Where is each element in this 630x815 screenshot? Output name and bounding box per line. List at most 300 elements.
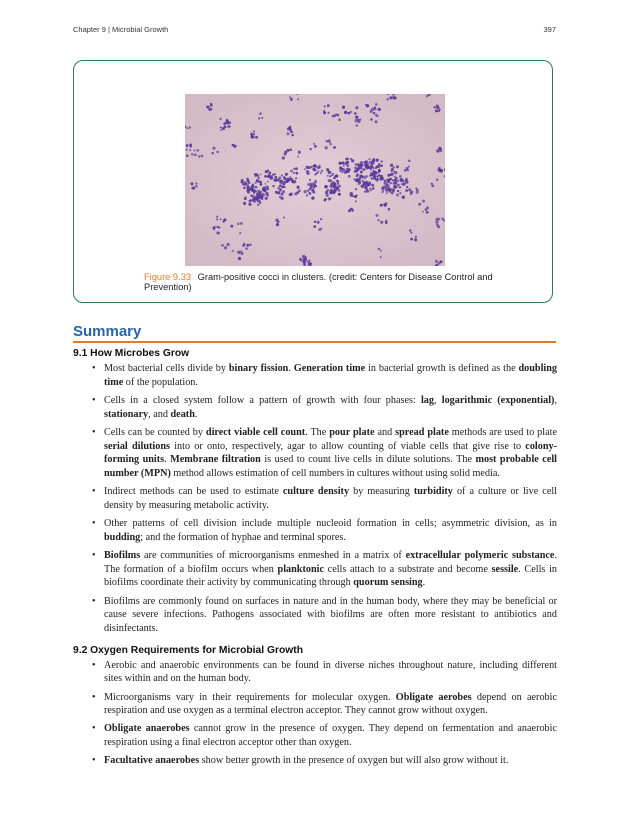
coccus-cell [276,223,279,226]
coccus-cell [332,115,335,118]
coccus-cell [313,143,315,145]
coccus-cell [377,219,379,221]
list-item [73,659,557,686]
coccus-cell [325,146,328,149]
text-run: in bacterial growth is defined as the [365,363,519,374]
coccus-cell [394,97,397,100]
coccus-cell [318,228,321,231]
coccus-cell [259,112,262,115]
coccus-cell [372,170,374,172]
coccus-cell [289,96,291,98]
coccus-cell [246,188,248,190]
coccus-cell [257,175,259,177]
coccus-cell [333,146,336,149]
coccus-cell [248,181,251,184]
coccus-cell [260,183,263,186]
summary-divider [73,341,556,343]
coccus-cell [388,208,391,211]
coccus-cell [216,231,219,234]
coccus-cell [220,129,222,131]
coccus-cell [286,179,289,182]
key-term: turbidity [413,486,453,498]
coccus-cell [351,195,354,198]
coccus-cell [290,170,293,173]
list-item [73,722,557,749]
coccus-cell [415,236,417,238]
coccus-cell [348,175,351,178]
coccus-cell [232,250,234,252]
coccus-cell [422,200,425,203]
coccus-cell [304,190,307,193]
coccus-cell [367,163,369,165]
coccus-cell [253,130,255,132]
coccus-cell [325,191,328,194]
coccus-cell [240,222,243,225]
key-term: direct viable cell count [205,426,306,438]
coccus-cell [272,185,274,187]
coccus-cell [436,179,438,181]
coccus-cell [185,148,187,150]
coccus-cell [328,139,331,142]
coccus-cell [312,168,315,171]
coccus-cell [216,151,218,153]
coccus-cell [255,186,258,189]
list-item [73,517,557,544]
coccus-cell [313,225,316,228]
coccus-cell [387,98,389,100]
coccus-cell [256,179,259,182]
coccus-cell [198,155,201,158]
coccus-cell [371,184,374,187]
coccus-cell [280,189,282,191]
coccus-cell [382,191,384,193]
coccus-cell [397,190,399,192]
coccus-cell [375,114,378,117]
coccus-cell [197,149,200,152]
coccus-cell [345,163,348,166]
coccus-cell [189,144,192,147]
coccus-cell [388,188,391,191]
coccus-cell [410,232,412,234]
coccus-cell [342,106,345,109]
key-term: serial dilutions [104,440,170,452]
coccus-cell [313,165,316,168]
key-term: most probable cell number (MPN) [104,454,558,479]
coccus-cell [317,170,319,172]
coccus-cell [287,149,290,152]
text-run: . The formation of a biofilm occurs when [104,549,557,575]
text-run: show better growth in the presence of oxygen but will also grow without it. [199,755,509,767]
coccus-cell [415,188,417,190]
coccus-cell [253,190,256,193]
coccus-cell [281,175,283,177]
coccus-cell [275,176,277,178]
coccus-cell [216,218,218,220]
coccus-cell [339,170,341,172]
coccus-cell [355,200,357,202]
coccus-cell [186,144,188,146]
coccus-cell [283,186,285,188]
text-run: . [422,577,426,589]
coccus-cell [327,175,329,177]
coccus-cell [193,150,195,152]
figure-box [73,60,553,303]
text-run: Cells in a closed system follow a pattern of growth with four phases: [104,394,421,406]
summary-title: Summary [73,323,142,340]
coccus-cell [369,188,371,190]
coccus-cell [433,106,436,109]
key-term: budding [104,531,141,543]
coccus-cell [212,147,215,150]
coccus-cell [371,165,373,167]
coccus-cell [217,226,219,228]
coccus-cell [295,177,297,179]
text-run: . The [305,426,330,438]
coccus-cell [395,186,397,188]
coccus-cell [372,159,375,162]
coccus-cell [241,252,244,255]
coccus-cell [246,190,248,192]
coccus-cell [300,259,302,261]
list-item [73,485,557,512]
coccus-cell [293,172,295,174]
coccus-cell [338,185,341,188]
text-run: Microorganisms vary in their requirements for molecular oxygen. [104,691,396,703]
running-header: Chapter 9 | Microbial Growth [73,25,169,34]
section-heading: 9.2 Oxygen Requirements for Microbial Growth [73,644,304,656]
coccus-cell [226,243,229,246]
key-term: stationary [104,408,149,420]
coccus-cell [242,183,244,185]
key-term: Obligate anaerobes [104,723,190,735]
key-term: culture density [282,486,350,498]
text-run: Cells can be counted by [104,426,206,438]
coccus-cell [291,131,293,133]
text-run: Aerobic and anaerobic environments can be found in diverse niches throughout nature, including different sites within and on the human body. [104,659,557,685]
text-run: Indirect methods can be used to estimate [104,486,283,498]
coccus-cell [356,124,359,127]
coccus-cell [224,126,226,128]
micrograph-image [185,94,445,266]
coccus-cell [337,183,339,185]
coccus-cell [201,155,204,158]
coccus-cell [359,164,361,166]
coccus-cell [348,209,351,212]
coccus-cell [389,96,392,99]
coccus-cell [266,186,268,188]
key-term: Membrane filtration [170,454,261,466]
text-run: . [164,454,171,466]
coccus-cell [289,176,291,178]
coccus-cell [282,183,285,186]
coccus-cell [314,173,316,175]
coccus-cell [233,145,236,148]
list-item [73,691,557,718]
coccus-cell [392,190,395,193]
coccus-cell [289,128,291,130]
key-term: binary fission [228,363,289,374]
key-term: Obligate aerobes [395,691,472,703]
text-run: Other patterns of cell division include multiple nucleoid formation in cells; asymmetric division, as in [104,518,557,530]
coccus-cell [380,160,382,162]
coccus-cell [243,202,246,205]
coccus-cell [241,179,244,182]
coccus-cell [314,184,316,186]
coccus-cell [346,158,349,161]
coccus-cell [378,174,380,176]
coccus-cell [277,191,280,194]
text-run: . [288,363,294,374]
coccus-cell [238,257,241,260]
coccus-cell [266,187,269,190]
coccus-cell [372,188,374,190]
coccus-cell [317,221,320,224]
coccus-cell [240,250,242,252]
coccus-cell [356,173,359,176]
list-item [73,426,557,481]
coccus-cell [357,119,359,121]
coccus-cell [380,256,382,258]
coccus-cell [309,166,312,169]
coccus-cell [291,134,293,136]
text-run: and [374,426,396,438]
coccus-cell [264,175,267,178]
coccus-cell [381,177,384,180]
coccus-cell [360,171,363,174]
coccus-cell [330,143,332,145]
coccus-cell [296,186,299,189]
coccus-cell [350,158,352,160]
coccus-cell [242,244,245,247]
coccus-cell [355,163,357,165]
coccus-cell [383,186,386,189]
coccus-cell [216,216,218,218]
text-run: of the population. [123,376,198,388]
coccus-cell [285,173,288,176]
key-term: death [170,408,195,420]
coccus-cell [418,203,421,206]
coccus-cell [323,110,325,112]
coccus-cell [274,179,277,182]
coccus-cell [344,111,347,114]
coccus-cell [274,173,276,175]
text-run: by measuring [349,486,414,498]
coccus-cell [375,214,378,217]
list-item [73,362,557,389]
coccus-cell [248,203,251,206]
coccus-cell [375,103,378,106]
coccus-cell [368,161,370,163]
coccus-cell [303,263,306,266]
coccus-cell [363,176,366,179]
coccus-cell [339,162,342,165]
coccus-cell [399,175,402,178]
coccus-cell [335,175,338,178]
coccus-cell [368,181,371,184]
coccus-cell [389,191,391,193]
coccus-cell [408,166,410,168]
coccus-cell [314,145,317,148]
coccus-cell [213,228,215,230]
coccus-cell [290,98,293,101]
coccus-cell [224,246,227,249]
coccus-cell [318,166,321,169]
coccus-cell [378,248,381,251]
coccus-cell [304,256,307,259]
coccus-cell [261,117,263,119]
coccus-cell [187,127,189,129]
coccus-cell [373,112,375,114]
coccus-cell [343,165,345,167]
coccus-cell [393,166,395,168]
coccus-cell [309,192,311,194]
coccus-cell [438,110,440,112]
coccus-cell [328,170,331,173]
key-term: Facultative anaerobes [104,755,200,767]
coccus-cell [237,223,240,226]
coccus-cell [295,167,298,170]
coccus-cell [307,189,310,192]
coccus-cell [327,112,329,114]
text-run: depend on aerobic respiration and use oxygen as a terminal electron acceptor. They cannot grow without oxygen. [104,691,557,717]
coccus-cell [416,190,419,193]
coccus-cell [334,190,336,192]
coccus-cell [370,168,372,170]
figure-number: Figure 9.33 [144,272,192,282]
coccus-cell [438,167,441,170]
coccus-cell [329,197,331,199]
coccus-cell [320,172,322,174]
coccus-cell [344,171,347,174]
coccus-cell [368,158,370,160]
coccus-cell [306,172,309,175]
coccus-cell [392,182,395,185]
coccus-cell [219,118,221,120]
coccus-cell [394,176,396,178]
coccus-cell [369,175,371,177]
coccus-cell [251,187,254,190]
coccus-cell [284,151,287,154]
coccus-cell [194,153,197,156]
figure-caption [144,272,542,292]
coccus-cell [294,192,297,195]
coccus-cell [321,170,324,173]
coccus-cell [370,118,372,120]
coccus-cell [436,149,439,152]
coccus-cell [309,184,312,187]
coccus-cell [267,194,269,196]
coccus-cell [365,187,367,189]
coccus-cell [372,167,374,169]
coccus-cell [191,153,194,156]
coccus-cell [239,232,241,234]
text-run: is used to count live cells in dilute solutions. The [260,454,476,466]
coccus-cell [222,220,225,223]
coccus-cell [306,194,308,196]
coccus-cell [189,149,191,151]
coccus-cell [214,226,216,228]
bullet-list [73,659,557,768]
coccus-cell [220,127,222,129]
coccus-cell [279,185,281,187]
coccus-cell [395,180,397,182]
coccus-cell [297,98,299,100]
list-item [73,754,557,768]
coccus-cell [426,95,428,97]
coccus-cell [256,194,259,197]
coccus-cell [306,166,309,169]
coccus-cell [390,182,392,184]
coccus-cell [246,244,249,247]
coccus-cell [384,180,387,183]
coccus-cell [280,180,283,183]
coccus-cell [365,175,368,178]
coccus-cell [265,197,268,200]
coccus-cell [257,177,260,180]
text-run: . [194,408,198,420]
coccus-cell [333,177,336,180]
coccus-cell [437,262,440,265]
summary-content [73,348,557,773]
coccus-cell [326,194,329,197]
coccus-cell [396,165,399,168]
coccus-cell [191,187,194,190]
list-item [73,549,557,590]
coccus-cell [225,119,228,122]
text-run: ; and the formation of hyphae and terminal spores. [140,531,346,543]
coccus-cell [269,171,272,174]
coccus-cell [259,193,261,195]
coccus-cell [257,190,259,192]
coccus-cell [388,184,390,186]
coccus-cell [367,165,370,168]
coccus-cell [402,183,405,186]
coccus-cell [298,151,301,154]
coccus-cell [335,114,338,117]
coccus-cell [381,175,383,177]
coccus-cell [250,133,253,136]
coccus-cell [408,159,411,162]
text-run: cannot grow in the presence of oxygen. They depend on fermentation and anaerobic respiration using a final electron acceptor other than oxygen. [104,723,557,749]
coccus-cell [338,118,341,121]
coccus-cell [290,126,292,128]
coccus-cell [245,196,247,198]
coccus-cell [364,190,367,193]
coccus-cell [437,225,440,228]
coccus-cell [426,211,429,214]
coccus-cell [373,176,375,178]
coccus-cell [268,174,271,177]
coccus-cell [282,156,285,159]
coccus-cell [386,183,389,186]
coccus-cell [326,140,328,142]
figure-caption-text: Gram-positive cocci in clusters. (credit: Centers for Disease Control and Prevention) [144,272,493,292]
coccus-cell [330,183,332,185]
coccus-cell [260,181,262,183]
coccus-cell [257,199,259,201]
key-term: Generation time [293,363,366,374]
coccus-cell [376,159,379,162]
coccus-cell [431,185,434,188]
coccus-cell [363,168,365,170]
bullet-list [73,362,557,636]
coccus-cell [290,148,292,150]
coccus-cell [378,171,380,173]
coccus-cell [259,173,261,175]
coccus-cell [265,170,268,173]
coccus-cell [281,193,284,196]
coccus-cell [394,171,397,174]
